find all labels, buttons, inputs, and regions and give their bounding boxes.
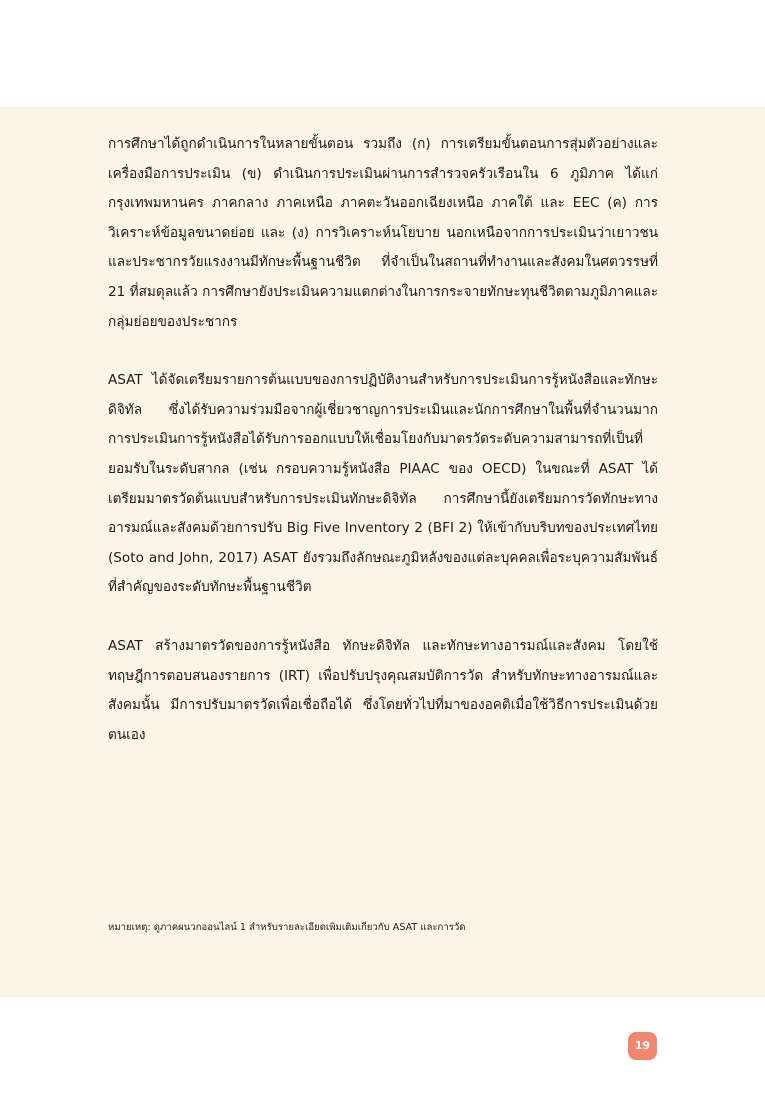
page-number-badge: 19 (628, 1032, 657, 1060)
footnote: หมายเหตุ: ดูภาคผนวกออนไลน์ 1 สำหรับรายละเอียดเพิ่มเติมเกี่ยวกับ ASAT และการวัด (108, 922, 466, 933)
body-text (108, 130, 658, 750)
paragraph-1: การศึกษาได้ถูกดำเนินการในหลายขั้นตอน รวมถึง (ก) การเตรียมขั้นตอนการสุ่มตัวอย่างและเครื่องมือการประเมิน (ข) ดำเนินการประเมินผ่านการสำรวจครัวเรือนใน 6 ภูมิภาค ได้แก่ กรุงเทพมหานคร ภาคกลาง ภาคเหนือ ภาคตะวันออกเฉียงเหนือ ภาคใต้ และ EEC (ค) การวิเคราะห์ข้อมูลขนาดย่อย และ (ง) การวิเคราะห์นโยบาย นอกเหนือจากการประเมินว่าเยาวชนและประชากรวัยแรงงานมีทักษะพื้นฐานชีวิต ที่จำเป็นในสถานที่ทำงานและสังคมในศตวรรษที่ 21 ที่สมดุลแล้ว การศึกษายังประเมินความแตกต่างในการกระจายทักษะทุนชีวิตตามภูมิภาคและกลุ่มย่อยของประชากร (108, 136, 658, 330)
paragraph-2: ASAT ได้จัดเตรียมรายการต้นแบบของการปฏิบัติงานสำหรับการประเมินการรู้หนังสือและทักษะดิจิทัล ซึ่งได้รับความร่วมมือจากผู้เชี่ยวชาญการประเมินและนักการศึกษาในพื้นที่จำนวนมาก การประเมินการรู้หนังสือได้รับการออกแบบให้เชื่อมโยงกับมาตรวัดระดับความสามารถที่เป็นที่ยอมรับในระดับสากล (เช่น กรอบความรู้หนังสือ PIAAC ของ OECD) ในขณะที่ ASAT ได้เตรียมมาตรวัดต้นแบบสำหรับการประเมินทักษะดิจิทัล การศึกษานี้ยังเตรียมการวัดทักษะทางอารมณ์และสังคมด้วยการปรับ Big Five Inventory 2 (BFI 2) ให้เข้ากับบริบทของประเทศไทย (Soto and John, 2017) ASAT ยังรวมถึงลักษณะภูมิหลังของแต่ละบุคคลเพื่อระบุความสัมพันธ์ที่สำคัญของระดับทักษะพื้นฐานชีวิต (108, 372, 658, 596)
paragraph-3: ASAT สร้างมาตรวัดของการรู้หนังสือ ทักษะดิจิทัล และทักษะทางอารมณ์และสังคม โดยใช้ทฤษฎีการตอบสนองรายการ (IRT) เพื่อปรับปรุงคุณสมบัติการวัด สำหรับทักษะทางอารมณ์และสังคมนั้น มีการปรับมาตรวัดเพื่อเชื่อถือได้ ซึ่งโดยทั่วไปที่มาของอคติเมื่อใช้วิธีการประเมินด้วยตนเอง (108, 637, 658, 743)
